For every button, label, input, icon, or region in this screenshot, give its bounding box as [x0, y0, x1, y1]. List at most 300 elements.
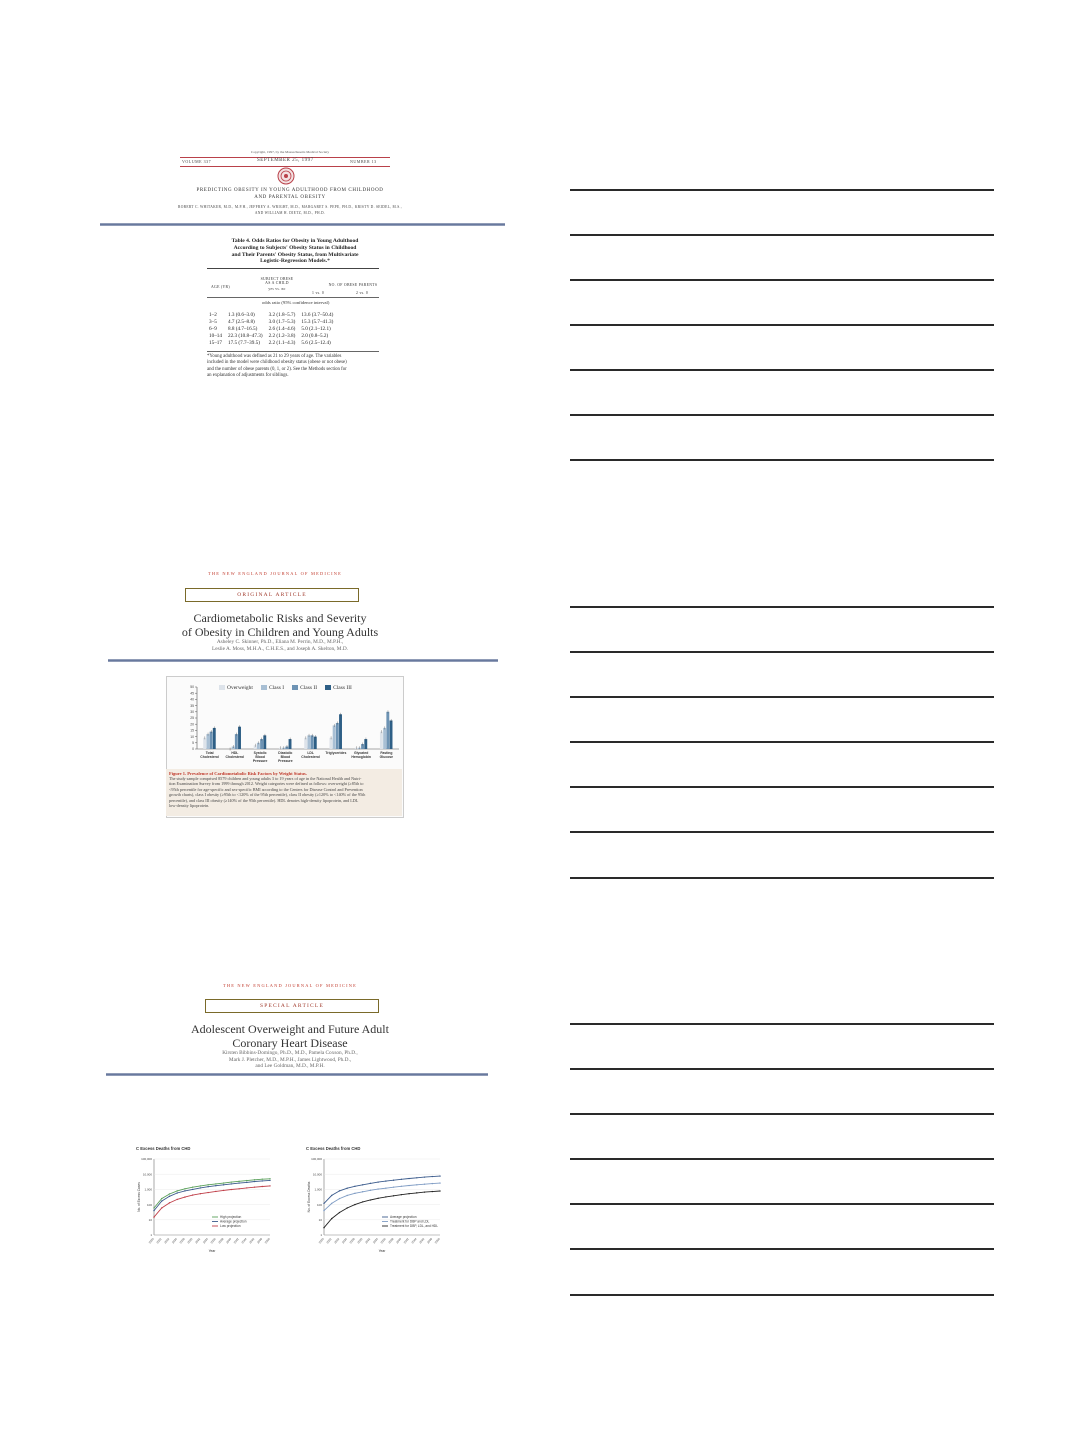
- notes-line: [570, 189, 994, 191]
- article-authors-2: [170, 639, 390, 653]
- bar: [210, 732, 213, 749]
- data-point: [339, 1212, 340, 1213]
- data-point: [215, 1185, 216, 1186]
- data-point: [184, 1196, 185, 1197]
- data-point: [184, 1188, 185, 1189]
- authors-line-2: AND WILLIAM H. DIETZ, M.D., PH.D.: [254, 210, 326, 215]
- data-point: [262, 1180, 263, 1181]
- authors-3-line-1: Kirsten Bibbins-Domingo, Ph.D., M.D., Pamela Coxson, Ph.D.,: [222, 1050, 358, 1056]
- x-tick-label: 2030: [186, 1237, 194, 1245]
- table-row: [206, 311, 336, 318]
- authors-3-line-3: and Lee Goldman, M.D., M.P.H.: [255, 1063, 325, 1069]
- data-point: [153, 1207, 154, 1208]
- notes-line: [570, 651, 994, 653]
- article-title-line-1: PREDICTING OBESITY IN YOUNG ADULTHOOD FROM CHILDHOOD: [196, 188, 384, 193]
- data-point: [370, 1199, 371, 1200]
- x-tick-label: 2032: [194, 1237, 202, 1245]
- col-header-age: AGE (YR): [211, 285, 230, 289]
- legend-label: Class II: [300, 684, 318, 691]
- x-tick-label: Cholesterol: [301, 755, 320, 759]
- data-point: [339, 1198, 340, 1199]
- x-tick-label: 2050: [433, 1237, 441, 1245]
- slide-divider-band-3: [106, 1073, 488, 1076]
- data-point: [238, 1181, 239, 1182]
- data-point: [432, 1191, 433, 1192]
- caption-body: [169, 776, 399, 808]
- data-point: [215, 1183, 216, 1184]
- authors-3-line-2: Mark J. Pletcher, M.D., M.P.H., James Lightwood, Ph.D.,: [228, 1056, 352, 1063]
- data-point: [169, 1193, 170, 1194]
- y-tick-label: 100,000: [311, 1157, 322, 1162]
- data-point: [223, 1184, 224, 1185]
- data-point: [192, 1189, 193, 1190]
- table-cell-p2: 15.3 (5.7–41.3): [301, 318, 334, 325]
- footnote-line-3: and the number of obese parents (0, 1, or 2). See the Methods section for: [207, 366, 347, 372]
- data-point: [439, 1190, 440, 1191]
- x-tick-label: 2026: [340, 1237, 348, 1245]
- data-point: [200, 1185, 201, 1186]
- bar: [304, 738, 307, 749]
- data-point: [323, 1210, 324, 1211]
- data-point: [347, 1195, 348, 1196]
- data-point: [331, 1203, 332, 1204]
- y-tick-label: 100,000: [141, 1157, 152, 1162]
- data-point: [207, 1184, 208, 1185]
- data-point: [207, 1186, 208, 1187]
- bar: [238, 727, 241, 749]
- notes-line: [570, 1203, 994, 1205]
- data-point: [416, 1184, 417, 1185]
- y-tick-label: 35: [190, 703, 194, 708]
- table-cell-p1: 2.6 (1.4–4.6): [268, 325, 296, 332]
- x-tick-label: 2040: [225, 1237, 233, 1245]
- x-tick-label: 2028: [178, 1237, 186, 1245]
- table-cell-child: 4.7 (2.5–8.8): [227, 318, 255, 325]
- notes-line: [570, 459, 994, 461]
- x-tick-label: 2046: [418, 1237, 426, 1245]
- article-title-3-line-2: Coronary Heart Disease: [232, 1036, 348, 1050]
- notes-line: [570, 1248, 994, 1250]
- x-tick-label: 2020: [147, 1237, 155, 1245]
- data-point: [401, 1194, 402, 1195]
- y-tick-label: 25: [190, 716, 194, 721]
- data-point: [169, 1202, 170, 1203]
- bar: [206, 734, 209, 749]
- table-cell-p1: 3.0 (1.7–5.3): [268, 318, 296, 325]
- notes-line: [570, 877, 994, 879]
- data-point: [408, 1178, 409, 1179]
- notes-line: [570, 1068, 994, 1070]
- y-tick-label: 1,000: [144, 1187, 152, 1192]
- data-point: [169, 1196, 170, 1197]
- article-type-box: ORIGINAL ARTICLE: [185, 588, 359, 602]
- col-subject-line-1: SUBJECT OBESE: [260, 277, 294, 281]
- data-point: [393, 1180, 394, 1181]
- data-point: [161, 1207, 162, 1208]
- article-authors: [165, 205, 415, 216]
- data-point: [393, 1195, 394, 1196]
- col-subject-line-2: AS A CHILD: [265, 281, 289, 285]
- bar: [386, 712, 389, 749]
- legend-label: Class III: [333, 684, 352, 691]
- data-point: [377, 1188, 378, 1189]
- x-tick-label: Fasting: [380, 751, 393, 755]
- table-cell-age: 3–5: [209, 318, 217, 325]
- data-point: [362, 1191, 363, 1192]
- data-point: [354, 1193, 355, 1194]
- y-tick-label: 1: [320, 1233, 322, 1238]
- journal-masthead: THE NEW ENGLAND JOURNAL OF MEDICINE: [207, 571, 343, 576]
- article-title-3: [170, 1022, 410, 1050]
- x-tick-label: 2036: [209, 1237, 217, 1245]
- figure-caption: [166, 769, 402, 816]
- bar: [263, 735, 266, 749]
- notes-line: [570, 414, 994, 416]
- authors-line-1: ROBERT C. WHITAKER, M.D., M.P.H., JEFFREY A. WRIGHT, M.D., MARGARET S. PEPE, PH.D., KRISTY D. SEIDEL, M.S.,: [178, 205, 402, 209]
- caption-line-5: percentile), and class III obesity (≥140% of the 95th percentile). HDL denotes high-density lipoprotein, and LDL: [169, 797, 359, 803]
- table-rule-mid: [207, 297, 379, 298]
- col-header-subject: [252, 277, 302, 291]
- table-title-line-2: According to Subjects' Obesity Status in Childhood: [233, 244, 357, 251]
- y-tick-label: 45: [190, 691, 194, 696]
- bar-chart: [167, 683, 403, 775]
- x-tick-label: 2020: [317, 1237, 325, 1245]
- data-point: [231, 1189, 232, 1190]
- y-tick-label: 30: [190, 710, 194, 714]
- x-tick-label: Triglycerides: [325, 751, 347, 755]
- data-point: [424, 1183, 425, 1184]
- y-tick-label: 20: [190, 722, 194, 727]
- data-point: [153, 1210, 154, 1211]
- article-title-2-line-2: of Obesity in Children and Young Adults: [181, 625, 379, 639]
- table-rule-top: [207, 268, 379, 269]
- table-cell-p2: 5.6 (2.5–12.4): [301, 340, 331, 347]
- data-point: [385, 1180, 386, 1181]
- data-point: [177, 1190, 178, 1191]
- x-tick-label: 2050: [263, 1237, 271, 1245]
- x-tick-label: Glycated: [353, 751, 369, 755]
- table-cell-age: 15–17: [209, 340, 222, 347]
- bar: [307, 735, 310, 749]
- data-point: [269, 1185, 270, 1186]
- data-point: [231, 1181, 232, 1182]
- legend-label: Treatment for DBP, LDL, and HDL: [390, 1224, 439, 1229]
- x-axis-label: Year: [208, 1249, 216, 1253]
- x-tick-label: 2032: [364, 1237, 372, 1245]
- data-point: [246, 1182, 247, 1183]
- data-point: [153, 1216, 154, 1217]
- volume-label: VOLUME 337: [182, 159, 212, 164]
- bar: [279, 748, 282, 749]
- article-type-box-3: SPECIAL ARTICLE: [205, 999, 379, 1013]
- legend-label: Class I: [268, 684, 285, 691]
- data-point: [354, 1186, 355, 1187]
- data-point: [362, 1184, 363, 1185]
- bar: [314, 737, 317, 749]
- caption-title: Figure 1. Prevalence of Cardiometabolic Risk Factors by Weight Status.: [169, 771, 307, 776]
- footnote-line-4: an explanation of adjustments for siblings.: [207, 373, 289, 379]
- x-tick-label: 2042: [232, 1237, 240, 1245]
- x-tick-label: 2038: [217, 1237, 225, 1245]
- x-tick-label: Pressure: [252, 759, 268, 763]
- x-tick-label: 2022: [155, 1237, 163, 1245]
- data-point: [424, 1176, 425, 1177]
- notes-line: [570, 1023, 994, 1025]
- bar: [339, 714, 342, 749]
- journal-masthead-3: THE NEW ENGLAND JOURNAL OF MEDICINE: [222, 983, 358, 988]
- table-cell-age: 1–2: [209, 311, 217, 318]
- series-line: [154, 1180, 270, 1210]
- bar: [329, 738, 332, 749]
- data-point: [254, 1179, 255, 1180]
- table-cell-p2: 2.0 (0.8–5.2): [301, 333, 329, 340]
- notes-line: [570, 696, 994, 698]
- x-tick-label: Blood: [280, 755, 291, 759]
- x-tick-label: 2040: [395, 1237, 403, 1245]
- footnote-line-2: included in the model were childhood obesity status (obese or not obese): [207, 360, 347, 366]
- data-point: [177, 1199, 178, 1200]
- line-chart-right: [304, 1143, 454, 1263]
- data-point: [393, 1186, 394, 1187]
- data-point: [362, 1201, 363, 1202]
- y-tick-label: 1: [150, 1233, 152, 1238]
- data-point: [254, 1186, 255, 1187]
- notes-line: [570, 1158, 994, 1160]
- col-subject-line-3: yes vs. no: [268, 287, 286, 291]
- bar: [336, 723, 339, 749]
- article-title-3-line-1: Adolescent Overweight and Future Adult: [191, 1022, 389, 1036]
- data-point: [401, 1186, 402, 1187]
- x-tick-label: Systolic: [253, 751, 267, 755]
- data-point: [408, 1185, 409, 1186]
- col-header-2vs0: 2 vs. 0: [356, 291, 369, 295]
- table-cell-child: 1.3 (0.6–3.0): [227, 311, 255, 318]
- data-point: [231, 1183, 232, 1184]
- data-point: [377, 1198, 378, 1199]
- notes-line: [570, 1113, 994, 1115]
- authors-2-line-2: Leslie A. Moss, M.H.A., C.H.E.S., and Joseph A. Skelton, M.D.: [212, 646, 348, 652]
- bar: [355, 748, 358, 749]
- table-cell-p1: 3.2 (1.8–5.7): [268, 311, 296, 318]
- bar: [390, 720, 393, 749]
- x-tick-label: 2024: [163, 1237, 171, 1245]
- data-point: [331, 1195, 332, 1196]
- slide-divider-band-2: [108, 659, 498, 662]
- article-title-2-line-1: Cardiometabolic Risks and Severity: [193, 611, 367, 625]
- y-tick-label: 10: [190, 734, 194, 739]
- data-point: [347, 1207, 348, 1208]
- article-title-2: [160, 611, 400, 639]
- caption-line-3: <95th percentile for age-specific and sex-specific BMI according to the Centers for Disease Control and Prevention: [169, 786, 363, 792]
- data-point: [385, 1196, 386, 1197]
- x-tick-label: 2048: [255, 1237, 264, 1245]
- data-point: [192, 1194, 193, 1195]
- x-tick-label: 2024: [333, 1237, 341, 1245]
- table-title-line-1: Table 4. Odds Ratios for Obesity in Young Adulthood: [231, 238, 359, 244]
- article-title: [170, 187, 410, 201]
- legend-label: Average projection: [390, 1215, 417, 1220]
- data-point: [370, 1183, 371, 1184]
- chart-title: C Excess Deaths from CHD: [136, 1146, 191, 1151]
- table-cell-child: 22.3 (10.8–47.3): [227, 333, 263, 340]
- y-tick-label: 15: [190, 728, 194, 733]
- notes-line: [570, 234, 994, 236]
- data-point: [416, 1192, 417, 1193]
- caption-line-4: growth charts), class I obesity (≥95th to <120% of the 95th percentile), class II obesity (≥120% to <140% of the 95th: [169, 792, 366, 798]
- data-point: [246, 1180, 247, 1181]
- x-tick-label: 2038: [387, 1237, 395, 1245]
- notes-line: [570, 369, 994, 371]
- x-tick-label: 2036: [379, 1237, 387, 1245]
- bar: [203, 738, 206, 749]
- chart-title: C Excess Deaths from CHD: [306, 1146, 361, 1151]
- issue-number: NUMBER 13: [350, 159, 377, 164]
- x-tick-label: Hemoglobin: [351, 755, 371, 759]
- odds-ratio-label: odds ratio (95% confidence interval): [262, 300, 330, 305]
- data-point: [215, 1191, 216, 1192]
- data-point: [177, 1192, 178, 1193]
- data-point: [192, 1186, 193, 1187]
- notes-line: [570, 279, 994, 281]
- data-point: [254, 1181, 255, 1182]
- data-point: [323, 1203, 324, 1204]
- caption-line-6: low-density lipoprotein.: [169, 803, 210, 809]
- data-point: [424, 1191, 425, 1192]
- issue-date: SEPTEMBER 25, 1997: [257, 158, 314, 163]
- data-point: [262, 1186, 263, 1187]
- article-title-line-2: AND PARENTAL OBESITY: [254, 195, 326, 200]
- table-cell-p1: 2.2 (1.1–4.3): [268, 340, 296, 347]
- x-tick-label: 2046: [248, 1237, 256, 1245]
- copyright-line: Copyright, 1997, by the Massachusetts Medical Society: [250, 150, 330, 154]
- bar: [333, 725, 336, 749]
- table-cell-p1: 2.2 (1.2–3.8): [268, 333, 296, 340]
- line-chart-left: [134, 1143, 284, 1263]
- data-point: [184, 1190, 185, 1191]
- data-point: [408, 1193, 409, 1194]
- slide-divider-band: [100, 223, 505, 226]
- col-header-1vs0: 1 vs. 0: [312, 291, 325, 295]
- table-cell-p2: 5.0 (2.1–12.1): [301, 325, 331, 332]
- data-point: [269, 1178, 270, 1179]
- series-line: [324, 1176, 440, 1203]
- notes-line: [570, 831, 994, 833]
- table-title-line-4: Logistic-Regression Models.*: [260, 258, 330, 265]
- x-tick-label: Cholesterol: [200, 755, 219, 759]
- data-point: [331, 1218, 332, 1219]
- data-point: [432, 1176, 433, 1177]
- x-tick-label: 2022: [325, 1237, 333, 1245]
- x-tick-label: Pressure: [278, 759, 293, 763]
- notes-line: [570, 324, 994, 326]
- data-point: [238, 1188, 239, 1189]
- notes-line: [570, 1294, 994, 1296]
- col-header-parents: NO. OF OBESE PARENTS: [328, 283, 378, 287]
- data-point: [262, 1178, 263, 1179]
- x-tick-label: Blood: [255, 755, 265, 759]
- y-tick-label: 40: [190, 697, 194, 702]
- bar: [383, 728, 386, 749]
- table-cell-p2: 13.6 (3.7–50.4): [301, 311, 334, 318]
- odds-ratio-table: [206, 311, 336, 347]
- data-point: [354, 1204, 355, 1205]
- bar: [213, 728, 216, 749]
- x-tick-label: Glucose: [379, 755, 394, 759]
- data-point: [339, 1190, 340, 1191]
- table-row: [206, 333, 336, 340]
- x-tick-label: 2044: [410, 1237, 418, 1245]
- caption-line-1: The study sample comprised 8579 children and young adults 3 to 19 years of age in the National Health and Nutri-: [169, 776, 362, 781]
- table-row: [206, 340, 336, 347]
- data-point: [246, 1187, 247, 1188]
- x-tick-label: 2026: [170, 1237, 178, 1245]
- notes-line: [570, 606, 994, 608]
- table-row: [206, 318, 336, 325]
- y-tick-label: 100: [146, 1202, 152, 1207]
- bar: [311, 735, 314, 749]
- x-tick-label: Cholesterol: [225, 755, 245, 759]
- x-tick-label: 2034: [371, 1237, 379, 1245]
- x-tick-label: Total: [205, 751, 214, 755]
- series-line: [154, 1179, 270, 1208]
- x-tick-label: 2044: [240, 1237, 248, 1245]
- notes-line: [570, 786, 994, 788]
- data-point: [200, 1187, 201, 1188]
- x-tick-label: Diastolic: [278, 751, 293, 755]
- series-line: [324, 1183, 440, 1211]
- legend-label: Treatment for DBP and LDL: [390, 1219, 430, 1224]
- authors-2-line-1: Asheley C. Skinner, Ph.D., Eliana M. Perrin, M.D., M.P.H.,: [216, 639, 344, 645]
- legend-label: High projection: [220, 1215, 242, 1220]
- data-point: [161, 1198, 162, 1199]
- table-row: [206, 325, 336, 332]
- notes-line: [570, 741, 994, 743]
- x-tick-label: 2028: [348, 1237, 356, 1245]
- data-point: [223, 1182, 224, 1183]
- data-point: [377, 1181, 378, 1182]
- x-tick-label: 2034: [201, 1237, 209, 1245]
- table-rule-bottom: [207, 351, 379, 352]
- legend-label: Overweight: [227, 684, 253, 691]
- y-tick-label: 10: [148, 1218, 152, 1222]
- y-tick-label: 100: [316, 1202, 322, 1207]
- data-point: [439, 1182, 440, 1183]
- table-cell-child: 17.5 (7.7–39.5): [227, 340, 260, 347]
- x-tick-label: LDL: [307, 751, 314, 755]
- data-point: [207, 1192, 208, 1193]
- y-axis-label: No. of Excess Deaths: [307, 1181, 311, 1213]
- footnote-line-1: *Young adulthood was defined as 21 to 29 years of age. The variables: [207, 354, 342, 359]
- data-point: [238, 1182, 239, 1183]
- table-cell-child: 8.8 (4.7–16.5): [227, 325, 258, 332]
- data-point: [161, 1200, 162, 1201]
- table-footnote: [207, 354, 387, 380]
- x-axis-label: Year: [378, 1249, 386, 1253]
- y-tick-label: 10,000: [312, 1172, 322, 1177]
- y-tick-label: 5: [192, 741, 194, 745]
- bar: [364, 739, 367, 749]
- table-cell-age: 10–14: [209, 333, 222, 340]
- legend-label: Low projection: [220, 1224, 241, 1229]
- y-tick-label: 10: [318, 1218, 322, 1222]
- y-tick-label: 50: [190, 685, 194, 690]
- y-axis-label: No. of Excess Cases: [137, 1182, 141, 1212]
- y-tick-label: 1,000: [314, 1187, 322, 1192]
- bar: [380, 732, 383, 749]
- y-tick-label: 10,000: [142, 1172, 152, 1177]
- y-tick-label: 0: [192, 747, 194, 752]
- bar: [235, 734, 238, 749]
